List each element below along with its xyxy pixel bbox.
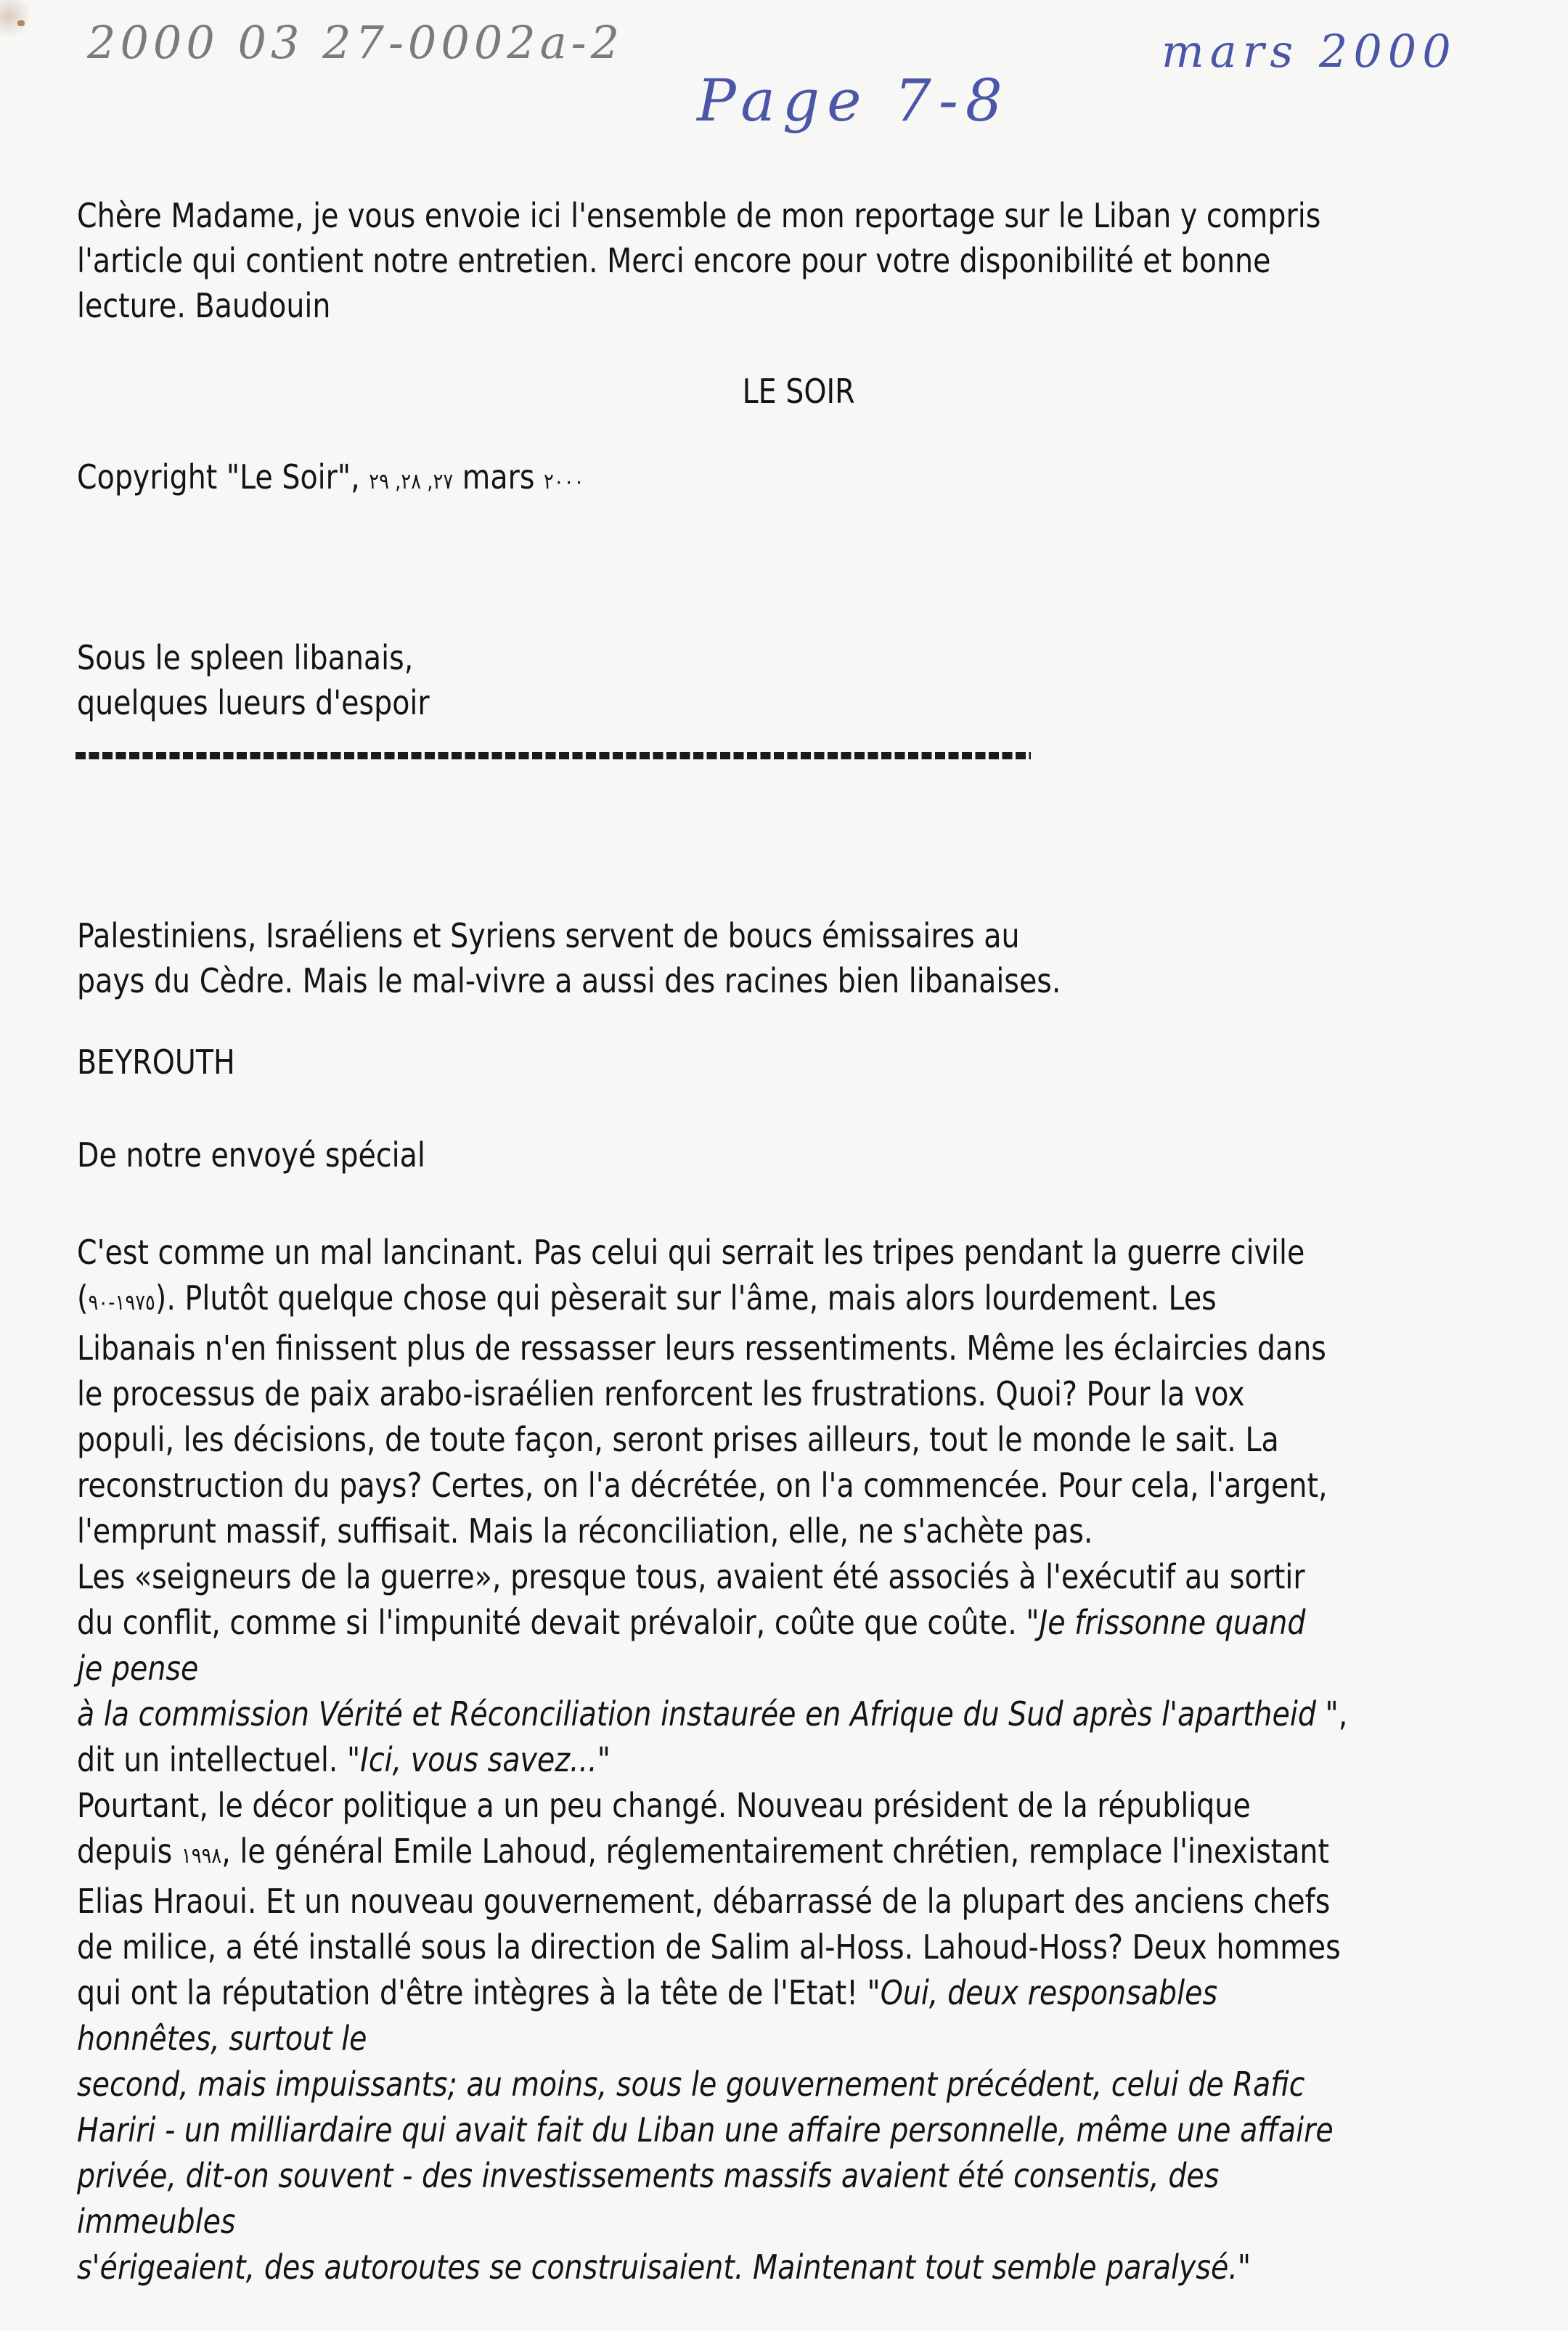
headline-line: Sous le spleen libanais, <box>77 638 414 677</box>
quote-line: honnêtes, surtout le <box>77 2019 367 2058</box>
stain-spot <box>17 20 25 26</box>
year-1998: ١٩٩٨ <box>181 1843 222 1869</box>
cover-letter-line: l'article qui contient notre entretien. Merci encore pour votre disponibilité et bonne <box>77 241 1271 280</box>
quote-text: Ici, vous savez... <box>360 1740 597 1779</box>
headline-line: quelques lueurs d'espoir <box>77 683 430 722</box>
paren-open: ( <box>77 1278 89 1318</box>
dateline: BEYROUTH <box>77 1042 235 1082</box>
copyright-days: ٢٧, ٢٨, ٢٩ <box>369 469 454 494</box>
body-text: " <box>1237 2248 1251 2287</box>
lead-line: Palestiniens, Israéliens et Syriens servent de boucs émissaires au <box>77 916 1020 955</box>
quote-line: je pense <box>77 1649 199 1688</box>
body-line <box>77 1829 1347 1879</box>
body-text: ", <box>1315 1694 1348 1734</box>
body-line: reconstruction du pays? Certes, on l'a décrétée, on l'a commencée. Pour cela, l'argent, <box>77 1466 1328 1505</box>
quote-text: s'érigeaient, des autoroutes se construisaient. Maintenant tout semble paralysé. <box>77 2248 1238 2287</box>
body-line: l'emprunt massif, suffisait. Mais la réconciliation, elle, ne s'achète pas. <box>77 1511 1093 1551</box>
body-text: ). Plutôt quelque chose qui pèserait sur l'âme, mais alors lourdement. Les <box>155 1278 1217 1318</box>
quote-text: Oui, deux responsables <box>880 1973 1218 2012</box>
article-body <box>77 1230 1347 2290</box>
body-line <box>77 1275 1347 1326</box>
body-text: dit un intellectuel. " <box>77 1740 361 1779</box>
copyright-year: ٢٠٠٠ <box>544 469 584 494</box>
cover-letter-line: lecture. Baudouin <box>77 286 331 325</box>
handwritten-date: mars 2000 <box>1161 25 1457 78</box>
body-line <box>77 1691 1347 1737</box>
war-years: ١٩٧٥-٩٠ <box>88 1290 155 1315</box>
body-text: du conflit, comme si l'impunité devait prévaloir, coûte que coûte. " <box>77 1603 1040 1642</box>
body-text: , le général Emile Lahoud, réglementairement chrétien, remplace l'inexistant <box>221 1832 1330 1871</box>
body-line: de milice, a été installé sous la direction de Salim al-Hoss. Lahoud-Hoss? Deux hommes <box>77 1927 1341 1967</box>
body-line <box>77 2245 1347 2290</box>
cover-letter <box>77 193 1320 328</box>
body-line <box>77 1737 1347 1783</box>
quote-line: second, mais impuissants; au moins, sous le gouvernement précédent, celui de Rafic <box>77 2065 1305 2104</box>
masthead-text: LE SOIR <box>742 372 855 411</box>
quote-line: privée, dit-on souvent - des investissements massifs avaient été consentis, des <box>77 2156 1220 2195</box>
body-line <box>77 1970 1347 2016</box>
body-line: C'est comme un mal lancinant. Pas celui qui serrait les tripes pendant la guerre civile <box>77 1233 1305 1272</box>
body-line: Libanais n'en finissent plus de ressasser leurs ressentiments. Même les éclaircies dans <box>77 1328 1326 1368</box>
headline <box>77 635 430 725</box>
body-line <box>77 1600 1347 1646</box>
paper-stain <box>0 0 29 40</box>
lead-paragraph <box>77 913 1061 1003</box>
byline: De notre envoyé spécial <box>77 1135 425 1175</box>
copyright-line <box>77 454 584 505</box>
body-line: Elias Hraoui. Et un nouveau gouvernement, débarrassé de la plupart des anciens chefs <box>77 1882 1331 1921</box>
body-text: " <box>597 1740 611 1779</box>
dashed-separator <box>75 752 1031 759</box>
body-line: Pourtant, le décor politique a un peu changé. Nouveau président de la république <box>77 1786 1251 1825</box>
body-line: le processus de paix arabo-israélien renforcent les frustrations. Quoi? Pour la vox <box>77 1374 1245 1413</box>
quote-line: immeubles <box>77 2202 236 2241</box>
copyright-prefix: Copyright "Le Soir", <box>77 457 369 497</box>
quote-line: Hariri - un milliardaire qui avait fait du Liban une affaire personnelle, même une affaire <box>77 2110 1334 2150</box>
quote-text: Je frissonne quand <box>1039 1603 1306 1642</box>
body-text: qui ont la réputation d'être intègres à la tête de l'Etat! " <box>77 1973 881 2012</box>
lead-line: pays du Cèdre. Mais le mal-vivre a aussi des racines bien libanaises. <box>77 961 1061 1000</box>
body-text: depuis <box>77 1832 181 1871</box>
separator-text <box>75 726 94 727</box>
copyright-month: mars <box>453 457 544 497</box>
body-line: populi, les décisions, de toute façon, seront prises ailleurs, tout le monde le sait. La <box>77 1420 1279 1459</box>
quote-text: à la commission Vérité et Réconciliation instaurée en Afrique du Sud après l'apartheid <box>77 1694 1316 1734</box>
body-line: Les «seigneurs de la guerre», presque tous, avaient été associés à l'exécutif au sortir <box>77 1557 1305 1596</box>
handwritten-reference: 2000 03 27-0002a-2 <box>87 16 624 69</box>
cover-letter-line: Chère Madame, je vous envoie ici l'ensemble de mon reportage sur le Liban y compris <box>77 196 1321 235</box>
masthead <box>0 369 1568 414</box>
handwritten-page-number: Page 7-8 <box>697 67 1010 134</box>
